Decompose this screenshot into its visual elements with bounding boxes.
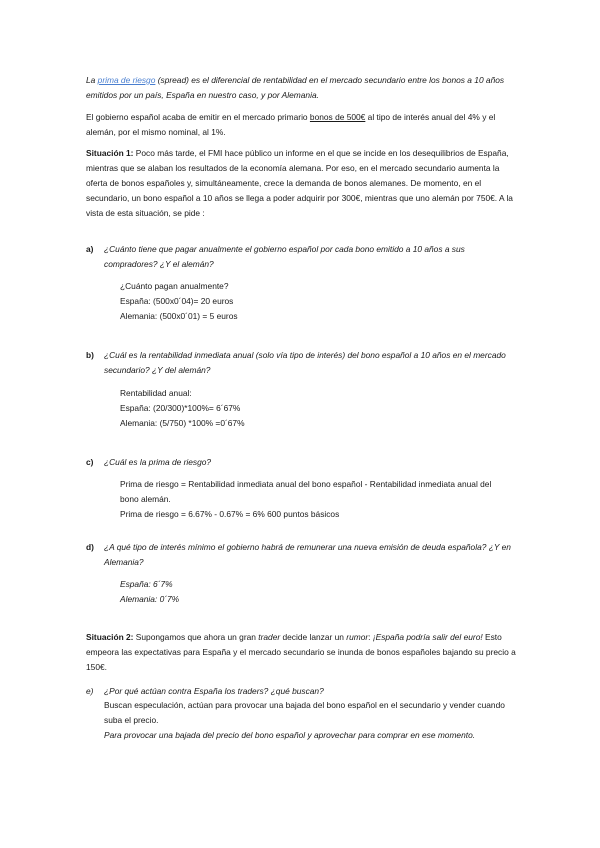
emission-paragraph xyxy=(86,110,516,140)
situation-2-text: Supongamos que ahora un gran xyxy=(133,632,259,642)
answer-c xyxy=(120,477,510,522)
question-d-label: d) xyxy=(86,542,94,552)
question-d xyxy=(86,540,516,570)
trader-term: trader xyxy=(258,632,281,642)
answer-line: España: 6´7% xyxy=(120,579,173,589)
situation-2-text: Esto empeora las expectativas para España y el mercado secundario se inunda de bonos españoles bajando su precio a 150€. xyxy=(86,632,516,672)
situation-2-paragraph xyxy=(86,630,516,675)
intro-text-start: La xyxy=(86,75,98,85)
question-a xyxy=(86,242,516,272)
bond-value-underlined: bonos de 500€ xyxy=(309,112,366,122)
answer-b xyxy=(120,386,510,431)
question-e xyxy=(86,684,516,699)
question-b-text: ¿Cuál es la rentabilidad inmediata anual (solo vía tipo de interés) del bono español a 10 años en el mercado secundario? ¿Y del alemán? xyxy=(104,350,506,375)
rumor-term: rumor xyxy=(346,632,369,642)
question-c-label: c) xyxy=(86,457,94,467)
question-c xyxy=(86,455,516,470)
answer-line: España: (500x0´04)= 20 euros xyxy=(120,296,234,306)
question-d-text: ¿A qué tipo de interés mínimo el gobierno habrá de remunerar una nueva emisión de deuda española? ¿Y en Alemania? xyxy=(104,542,511,567)
situation-1-label: Situación 1: xyxy=(86,148,134,158)
situation-1-text: Poco más tarde, el FMI hace público un informe en el que se incide en los desequilibrios de España, mientras que se alaban los resultados de la economía alemana. Por eso, en el mercado secundario aumenta la oferta de bonos españoles y, simultáneamente, crece la demanda de bonos alemanes. De momento, en el secundario, un bono español a 10 años se llega a poder adquirir por 300€, mientras que uno alemán por 750€. A la vista de esta situación, se pide : xyxy=(86,148,513,218)
answer-line: España: (20/300)*100%= 6´67% xyxy=(120,403,241,413)
answer-line: Alemania: 0´7% xyxy=(120,594,180,604)
emission-text-start: El gobierno español acaba de emitir en el mercado primario xyxy=(86,112,310,122)
answer-line: Alemania: (5/750) *100% =0´67% xyxy=(120,418,245,428)
answer-line: Prima de riesgo = Rentabilidad inmediata anual del bono español - Rentabilidad inmediata anual del bono alemán. xyxy=(120,479,492,504)
situation-2-text: decide lanzar un xyxy=(280,632,347,642)
intro-text-rest: (spread) es el diferencial de rentabilidad en el mercado secundario entre los bonos a 10 años emitidos por un país, España en nuestro caso, y por Alemania. xyxy=(86,75,505,100)
situation-2-label: Situación 2: xyxy=(86,632,134,642)
answer-a xyxy=(120,279,510,324)
answer-e-text: Buscan especulación, actúan para provocar una bajada del bono español en el secundario y vender cuando suba el precio. xyxy=(104,700,505,725)
situation-2-text: : xyxy=(368,632,373,642)
answer-d xyxy=(120,577,510,607)
question-c-text: ¿Cuál es la prima de riesgo? xyxy=(104,457,212,467)
rumor-quote: ¡España podría salir del euro! xyxy=(372,632,483,642)
answer-e-italic-text: Para provocar una bajada del precio del bono español y aprovechar para comprar en ese momento. xyxy=(104,730,476,740)
emission-text-rest: al tipo de interés anual del 4% y el alemán, por el mismo nominal, al 1%. xyxy=(86,112,496,137)
question-b xyxy=(86,348,516,378)
question-e-text: ¿Por qué actúan contra España los traders? ¿qué buscan? xyxy=(104,686,324,696)
answer-line: ¿Cuánto pagan anualmente? xyxy=(120,281,229,291)
intro-paragraph xyxy=(86,73,516,103)
prima-de-riesgo-link[interactable]: prima de riesgo xyxy=(97,75,156,85)
answer-line: Rentabilidad anual: xyxy=(120,388,192,398)
answer-e xyxy=(104,698,516,743)
question-a-text: ¿Cuánto tiene que pagar anualmente el gobierno español por cada bono emitido a 10 años a sus compradores? ¿Y el alemán? xyxy=(104,244,465,269)
question-b-label: b) xyxy=(86,350,94,360)
answer-line: Prima de riesgo = 6.67% - 0.67% = 6% 600 puntos básicos xyxy=(120,509,340,519)
question-e-label: e) xyxy=(86,686,94,696)
question-a-label: a) xyxy=(86,244,94,254)
answer-line: Alemania: (500x0´01) = 5 euros xyxy=(120,311,238,321)
situation-1-paragraph xyxy=(86,146,516,221)
